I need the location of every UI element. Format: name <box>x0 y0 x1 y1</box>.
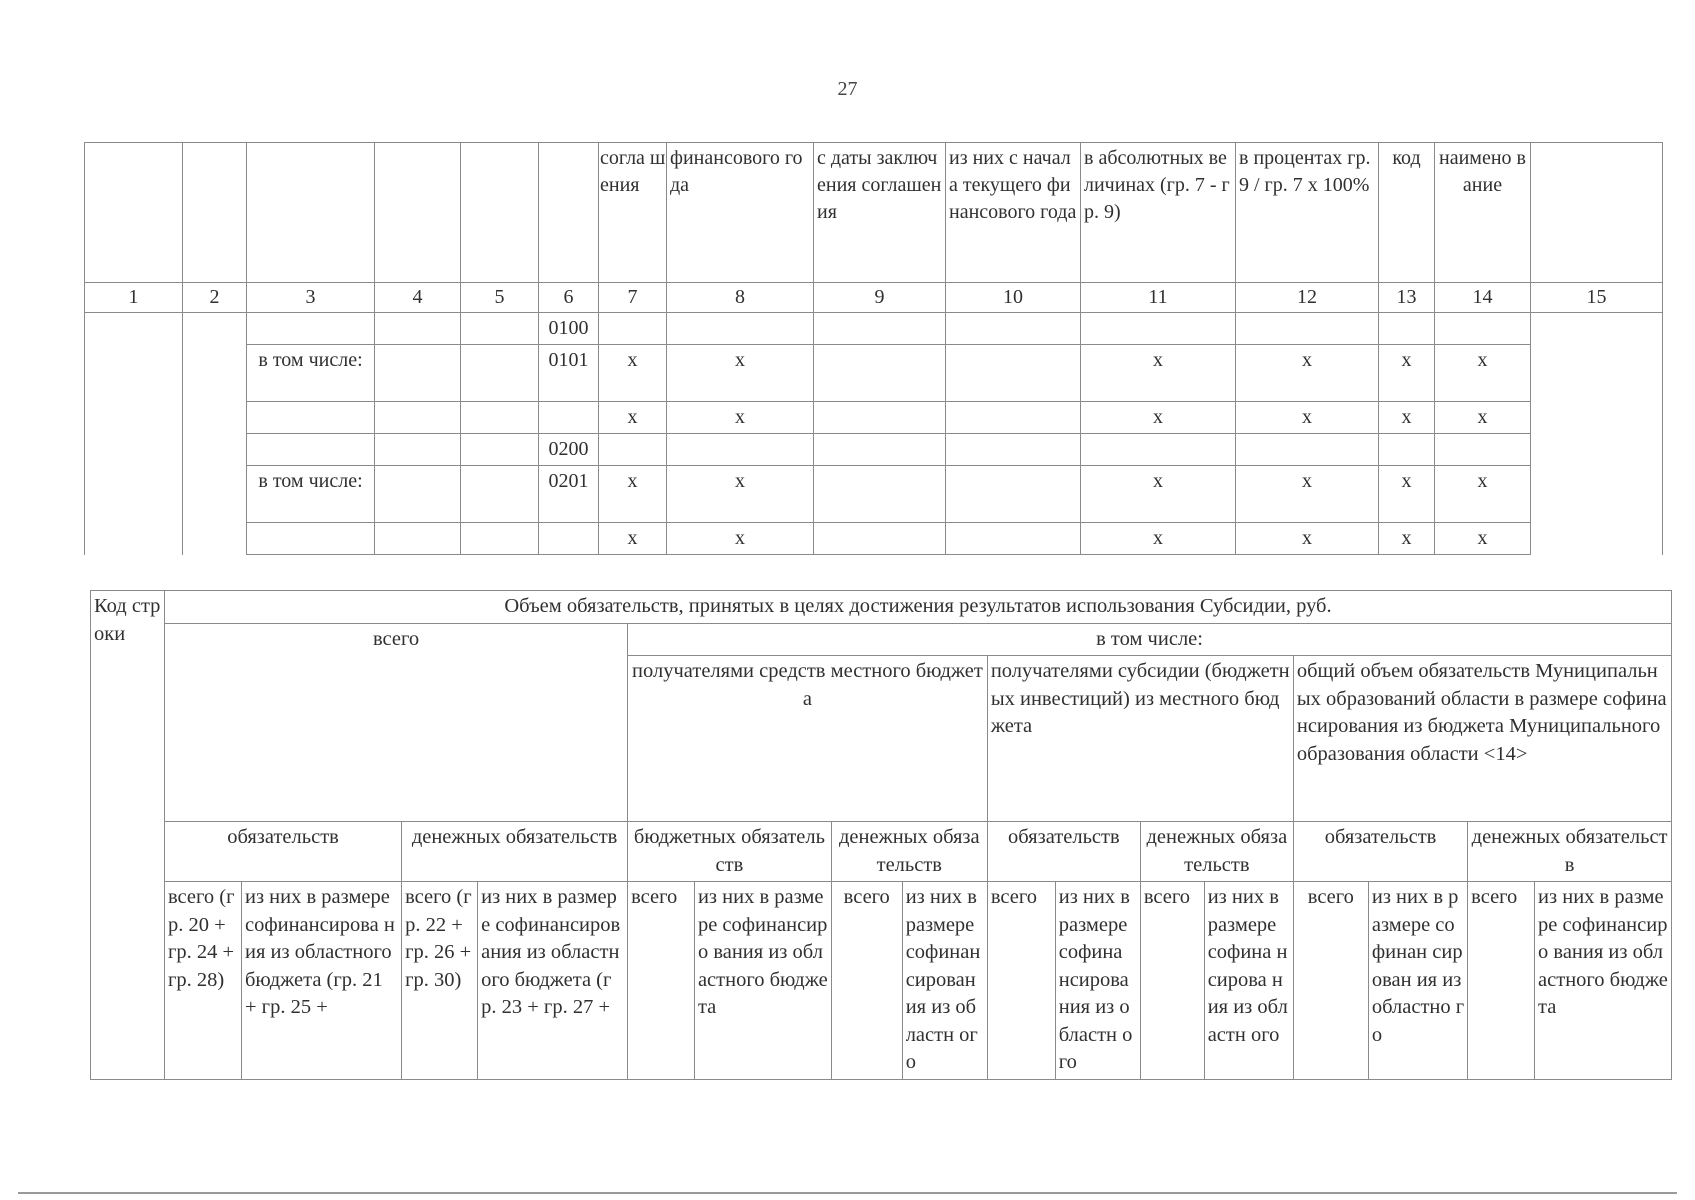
table-row <box>85 434 1663 466</box>
upper-table-header-row <box>85 143 1663 283</box>
cell <box>461 402 539 434</box>
cell <box>946 523 1081 555</box>
cell <box>599 434 667 466</box>
row-label <box>247 402 375 434</box>
cell <box>461 345 539 402</box>
cell <box>461 434 539 466</box>
cell: x <box>1236 523 1379 555</box>
total-header: всего <box>164 623 627 822</box>
row-code-header: Код строки <box>91 591 165 656</box>
header-row-2 <box>91 623 1672 656</box>
cell: x <box>599 402 667 434</box>
cell <box>375 313 461 345</box>
cell: x <box>1081 345 1236 402</box>
cell: x <box>1081 523 1236 555</box>
row-label: в том числе: <box>247 466 375 523</box>
header-cell <box>1531 143 1663 283</box>
cell <box>461 523 539 555</box>
leaf-header: всего <box>1140 882 1204 1080</box>
cell <box>1379 313 1435 345</box>
sub-budget-obligations: бюджетных обязательств <box>628 822 832 882</box>
cell <box>461 466 539 523</box>
column-number: 3 <box>247 283 375 313</box>
cell <box>946 345 1081 402</box>
cell <box>946 434 1081 466</box>
leaf-header: всего <box>831 882 902 1080</box>
cell <box>814 345 946 402</box>
upper-table <box>84 142 1663 555</box>
leaf-header: всего <box>1468 882 1535 1080</box>
header-cell <box>461 143 539 283</box>
cell <box>814 523 946 555</box>
including-header: в том числе: <box>628 623 1672 656</box>
cell <box>183 313 247 555</box>
column-number: 11 <box>1081 283 1236 313</box>
group-local-budget: получателями средств местного бюджета <box>628 656 988 822</box>
row-code: 0200 <box>539 434 599 466</box>
leaf-header: всего <box>1293 882 1368 1080</box>
cell <box>1435 313 1531 345</box>
leaf-header: из них в размере софинансирова ния из областного бюджета (гр. 21 + гр. 25 + <box>241 882 401 1080</box>
cell <box>814 402 946 434</box>
column-number: 6 <box>539 283 599 313</box>
row-code <box>539 402 599 434</box>
cell: x <box>1236 345 1379 402</box>
column-number: 4 <box>375 283 461 313</box>
leaf-header: из них в размере софинансиров ания из областного бюджета (гр. 23 + гр. 27 + <box>478 882 628 1080</box>
column-number: 7 <box>599 283 667 313</box>
cell: x <box>1379 466 1435 523</box>
table-row <box>85 523 1663 555</box>
sub-monetary: денежных обязательств <box>402 822 628 882</box>
cell: x <box>1081 466 1236 523</box>
cell: x <box>1236 466 1379 523</box>
row-label: в том числе: <box>247 345 375 402</box>
row-label <box>247 523 375 555</box>
cell: x <box>667 345 814 402</box>
cell: x <box>599 523 667 555</box>
table-row <box>85 466 1663 523</box>
cell <box>1435 434 1531 466</box>
cell: x <box>1435 402 1531 434</box>
header-row-4 <box>91 822 1672 882</box>
row-code: 0201 <box>539 466 599 523</box>
leaf-header: из них в размере софина нсирова ния из областн ого <box>1204 882 1293 1080</box>
cell: x <box>667 523 814 555</box>
cell <box>375 466 461 523</box>
sub-monetary: денежных обязательств <box>831 822 987 882</box>
column-number: 15 <box>1531 283 1663 313</box>
leaf-header: из них в размере софина нсирова ния из областн ого <box>1055 882 1140 1080</box>
header-cell <box>247 143 375 283</box>
column-number: 9 <box>814 283 946 313</box>
cell: x <box>667 402 814 434</box>
sub-obligations: обязательств <box>164 822 401 882</box>
page-number: 27 <box>837 78 858 100</box>
row-label <box>247 313 375 345</box>
group-municipal: общий объем обязательств Муниципальных образований области в размере софинансирования из бюджета Муниципального образования области <14> <box>1293 656 1671 822</box>
table-row <box>85 402 1663 434</box>
table-row <box>85 345 1663 402</box>
column-number: 13 <box>1379 283 1435 313</box>
header-cell <box>85 143 183 283</box>
cell <box>1531 434 1663 555</box>
leaf-header: всего (гр. 22 + гр. 26 + гр. 30) <box>402 882 478 1080</box>
column-number: 8 <box>667 283 814 313</box>
cell <box>946 466 1081 523</box>
cell: x <box>599 466 667 523</box>
column-number: 14 <box>1435 283 1531 313</box>
cell <box>667 434 814 466</box>
cell <box>461 313 539 345</box>
cell <box>814 313 946 345</box>
cell: x <box>1435 466 1531 523</box>
header-cell-9: с даты заключения соглашения <box>814 143 946 283</box>
header-cell-8: финансового года <box>667 143 814 283</box>
leaf-header: из них в размере софинан сирован ия из областн ого <box>902 882 987 1080</box>
cell: x <box>1435 345 1531 402</box>
header-cell-10: из них с начала текущего финансового года <box>946 143 1081 283</box>
row-code: 0101 <box>539 345 599 402</box>
table-row <box>85 313 1663 345</box>
header-cell-13: код <box>1379 143 1435 283</box>
cell <box>599 313 667 345</box>
header-cell-14: наимено вание <box>1435 143 1531 283</box>
column-number: 2 <box>183 283 247 313</box>
header-cell-12: в процентах гр. 9 / гр. 7 х 100% <box>1236 143 1379 283</box>
column-number-row <box>85 283 1663 313</box>
header-cell-7: согла шения <box>599 143 667 283</box>
row-code: 0100 <box>539 313 599 345</box>
column-number: 10 <box>946 283 1081 313</box>
cell <box>1236 313 1379 345</box>
cell <box>1081 313 1236 345</box>
cell <box>375 345 461 402</box>
cell: x <box>1236 402 1379 434</box>
cell <box>375 523 461 555</box>
leaf-header: из них в размере софинансиро вания из областного бюджета <box>1535 882 1672 1080</box>
cell: x <box>1379 345 1435 402</box>
leaf-header: всего <box>987 882 1055 1080</box>
column-number: 12 <box>1236 283 1379 313</box>
header-cell <box>183 143 247 283</box>
cell <box>814 466 946 523</box>
cell <box>1379 434 1435 466</box>
cell <box>667 313 814 345</box>
cell <box>1531 313 1663 434</box>
cell: x <box>667 466 814 523</box>
header-cell <box>539 143 599 283</box>
column-number: 5 <box>461 283 539 313</box>
header-cell-11: в абсолютных величинах (гр. 7 - гр. 9) <box>1081 143 1236 283</box>
cell: x <box>1435 523 1531 555</box>
header-row-5 <box>91 882 1672 1080</box>
main-header: Объем обязательств, принятых в целях достижения результатов использования Субсидии, руб. <box>164 591 1671 624</box>
cell <box>946 313 1081 345</box>
group-subsidy-recipients: получателями субсидии (бюджетных инвестиций) из местного бюджета <box>987 656 1293 822</box>
page-bottom-rule <box>18 1192 1677 1194</box>
sub-monetary: денежных обязательств <box>1468 822 1672 882</box>
row-label <box>247 434 375 466</box>
leaf-header: всего <box>628 882 695 1080</box>
cell: x <box>599 345 667 402</box>
header-row-1 <box>91 591 1672 624</box>
leaf-header: из них в размере софинан сирован ия из областно го <box>1368 882 1467 1080</box>
row-code <box>539 523 599 555</box>
row-code-column <box>91 656 165 1080</box>
cell: x <box>1379 523 1435 555</box>
cell <box>946 402 1081 434</box>
sub-obligations: обязательств <box>1293 822 1467 882</box>
cell <box>1081 434 1236 466</box>
cell: x <box>1379 402 1435 434</box>
leaf-header: всего (гр. 20 + гр. 24 + гр. 28) <box>164 882 241 1080</box>
cell <box>85 313 183 555</box>
sub-obligations: обязательств <box>987 822 1140 882</box>
cell <box>814 434 946 466</box>
cell <box>1236 434 1379 466</box>
cell <box>375 402 461 434</box>
cell <box>375 434 461 466</box>
obligations-table <box>90 590 1672 1080</box>
column-number: 1 <box>85 283 183 313</box>
header-cell <box>375 143 461 283</box>
leaf-header: из них в размере софинансиро вания из областного бюджета <box>694 882 831 1080</box>
cell: x <box>1081 402 1236 434</box>
sub-monetary: денежных обязательств <box>1140 822 1293 882</box>
